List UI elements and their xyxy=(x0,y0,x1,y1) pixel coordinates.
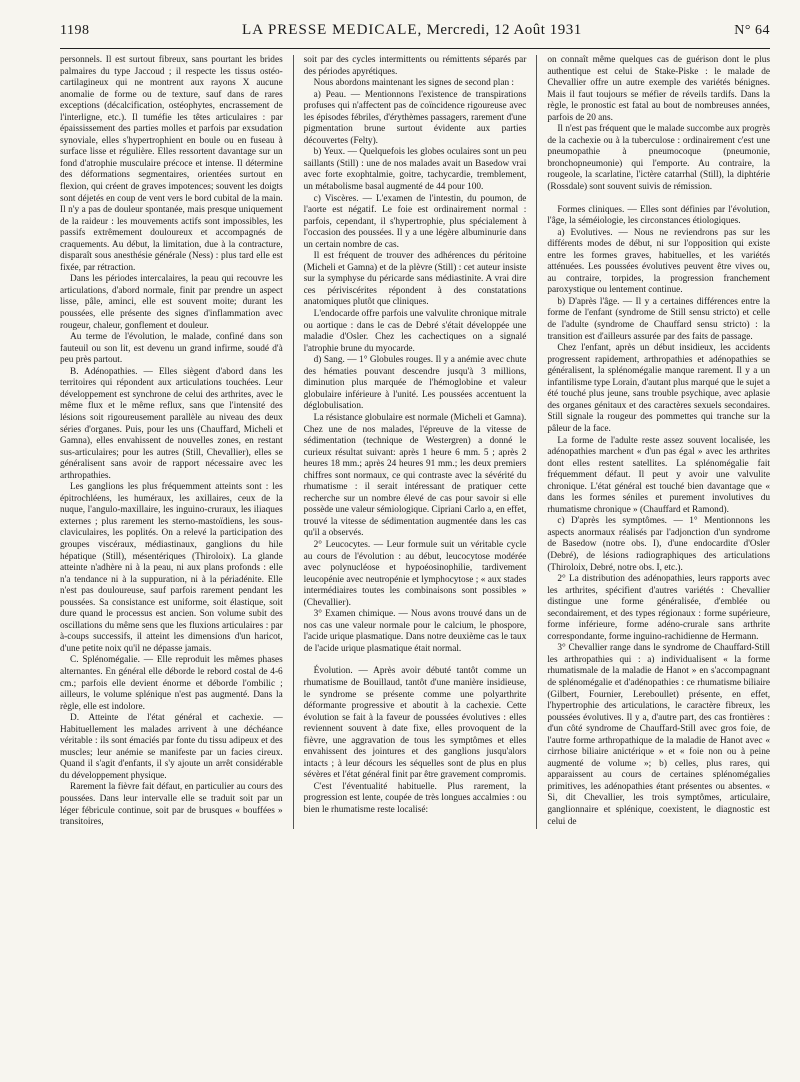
paragraph: Il n'est pas fréquent que le malade succombe aux progrès de la cachexie ou à la tuberculose : ordinairement c'est une pneumopathie à pneumocoque (pneumonie, bronchopneumonie) qui l'emporte. Au contraire, la rougeole, la scarlatine, l'ictère catarrhal (Still), la diphtérie (Rossdale) sont souvent suivis de rémission. xyxy=(547,124,771,193)
paragraph: B. Adénopathies. — Elles siègent d'abord dans les territoires qui répondent aux articulations touchées. Leur développement est synchrone de celui des arthrites, avec le même flux et le même reflux, sans que l'intensité des lésions soit rigoureusement parallèle au niveau des deux séries d'organes. Puis, pour les uns (Chauffard, Micheli et Gamna), elles envahissent de nouvelles zones, en restant sus-articulaires; pour les autres (Still, Chevallier), elles se généralisent sans avoir de rapport nécessaire avec les arthropathies. xyxy=(60,366,283,481)
paragraph: La résistance globulaire est normale (Micheli et Gamna). Chez une de nos malades, l'épreuve de la vitesse de sédimentation (technique de Westergren) a donné le curieux résultat suivant: après 1 heure 6 mm. 5 ; après 2 heures 18 mm.; après 24 heures 91 mm.; les deux premiers chiffres sont normaux, ce qui contraste avec la sévérité du rhumatisme : il serait intéressant de pratiquer cette recherche sur un nombre élevé de cas pour savoir si elle possède une valeur sémiologique. Cipriani Carlo a, en effet, trouvé la vitesse de sédimentation augmentée dans les cas qu'il a observés. xyxy=(303,412,527,539)
paragraph: 2° Leucocytes. — Leur formule suit un véritable cycle au cours de l'évolution : au début, leucocytose modérée avec polynucléose et hypoéosinophilie, tardivement leucopénie avec neutropénie et lymphocytose ; « aux stades intermédiaires toutes les combinaisons sont possibles » (Chevallier). xyxy=(303,539,527,608)
paragraph: on connaît même quelques cas de guérison dont le plus authentique est celui de Stake-Piske : le malade de Chevallier offre un autre exemple des variétés bénignes. Mais il faut toujours se méfier de réveils tardifs. Dans la règle, le pronostic est fatal au bout de nombreuses années, parfois de 20 ans. xyxy=(547,55,771,123)
issue-date: Mercredi, 12 Août 1931 xyxy=(426,22,582,38)
paragraph: Dans les périodes intercalaires, la peau qui recouvre les articulations, d'abord normale, finit par prendre un aspect lisse, pâle, aminci, elle est souvent moite; durant les poussées, elle présente des signes d'inflammation avec rougeur, chaleur, gonflement et douleur. xyxy=(60,274,283,331)
paragraph: personnels. Il est surtout fibreux, sans pourtant les brides palmaires du type Jaccoud ; il respecte les tissus ostéo-cartilagineux qui ne montrent aux rayons X aucune anomalie de forme ou de texture, sauf dans de rares exceptions (décalcification, ostéophytes, encrassement de l'interligne, etc.). Il tuméfie les têtes articulaires : par épaississement des parties molles et parfois par exsudation synoviale, elles s'hypertrophient en boule ou en fuseau à surface lisse et régulière. Elles ressortent davantage sur un fond d'atrophie musculaire précoce et intense. Il détermine des déformations segmentaires, orientées surtout en flexion, qui créent de graves impotences; souvent les doigts sont déjetés en coup de vent vers le bord cubital de la main. Il n'y a pas de douleur spontanée, mais presque uniquement de la raideur : les mouvements actifs sont impossibles, les passifs extrêmement douloureux et accompagnés de craquements. Au début, la limitation, due à la contracture, disparaît sous anesthésie générale (Ness) : plus tard elle est fixée, par rétraction. xyxy=(60,55,283,273)
paragraph: b) Yeux. — Quelquefois les globes oculaires sont un peu saillants (Still) : une de nos malades avait un Basedow vrai avec forte exophtalmie, goitre, tachycardie, tremblement, un métabolisme basal augmenté de 44 pour 100. xyxy=(303,147,527,193)
page-header xyxy=(60,22,770,49)
paragraph: b) D'après l'âge. — Il y a certaines différences entre la forme de l'enfant (syndrome de Still sensu stricto) et celle de l'adulte (syndrome de Chauffard sensu stricto) : la transition est d'ailleurs assurée par des faits de passage. xyxy=(547,296,771,342)
column-1 xyxy=(60,55,283,829)
article-body xyxy=(60,55,770,829)
paragraph: 3° Chevallier range dans le syndrome de Chauffard-Still les arthropathies qui : a) individualisent « la forme rhumatismale de la maladie de Hanot » en s'accompagnant de splénomégalie et d'adénopathies : ce rhumatisme biliaire (Gilbert, Fournier, Lereboullet) présente, en effet, l'hypertrophie des articulations, le caractère fibreux, les poussées évolutives. Il y a, d'autre part, des cas frontières : d'un côté syndrome de Chauffard-Still avec gros foie, de l'autre forme arthropathique de la maladie de Hanot avec « cirrhose biliaire anictérique » et « foie non ou à peine augmenté de volume »; b) celles, plus rares, qui apparaissent au cours de certaines splénomégalies primitives, les adénopathies étant présentes ou absentes. « Si, dit Chevallier, les trois symptômes, articulaire, ganglionnaire et splénique, coexistent, le diagnostic est celui de xyxy=(547,643,771,827)
column-rule xyxy=(536,55,537,829)
paragraph: Chez l'enfant, après un début insidieux, les accidents progressent rapidement, arthropathies et adénopathies se généralisent, la splénomégalie manque rarement. Il y a un infantilisme type Lorain, d'autant plus marqué que le sujet a été touché plus jeune, sans trouble psychique, avec aplasie des organes génitaux et des caractères sexuels secondaires. Still signale la rougeur des pommettes qui tranche sur la pâleur de la face. xyxy=(547,343,771,434)
paragraph: c) Viscères. — L'examen de l'intestin, du poumon, de l'aorte est négatif. Le foie est ordinairement normal : parfois, cependant, il s'hypertrophie, plus spécialement à l'occasion des poussées. Il y a une légère albuminurie dans un certain nombre de cas. xyxy=(303,193,527,250)
paragraph: a) Peau. — Mentionnons l'existence de transpirations profuses qui n'affectent pas de coïncidence rigoureuse avec les épisodes fébriles, d'érythèmes passagers, rarement d'une pigmentation brune surtout évidente aux parties découvertes (Felty). xyxy=(303,89,527,146)
column-3 xyxy=(547,55,770,829)
section-clinical-forms: Formes cliniques. — Elles sont définies par l'évolution, l'âge, la séméiologie, les circonstances étiologiques. xyxy=(547,204,771,227)
page-number: 1198 xyxy=(60,23,90,38)
paragraph: a) Evolutives. — Nous ne reviendrons pas sur les différents modes de début, ni sur l'opposition qui existe entre les formes graves, habituelles, et les variétés atténuées. Les poussées évolutives peuvent être vives ou, au contraire, torpides, la progression franchement paroxystique ou lentement continue. xyxy=(547,227,771,296)
paragraph: Il est fréquent de trouver des adhérences du péritoine (Micheli et Gamna) et de la plèvre (Still) : cet auteur insiste sur la symphyse du péricarde sans médiastinite. A vrai dire ces périviscérites répondent à des constatations anatomiques plutôt que cliniques. xyxy=(303,251,527,308)
paragraph: Rarement la fièvre fait défaut, en particulier au cours des poussées. Dans leur intervalle elle se traduit soit par un léger fébricule continue, soit par de brusques « bouffées » transitoires, xyxy=(60,782,283,828)
column-2 xyxy=(304,55,527,829)
paragraph: Les ganglions les plus fréquemment atteints sont : les épitrochléens, les huméraux, les axillaires, ceux de la nuque, l'angulo-maxillaire, les inguino-cruraux, les iliaques externes ; plus rarement les sterno-mastoïdiens, les sous-claviculaires, les poplités. On a relevé la participation des groupes viscéraux, médiastinaux, ganglions du hile hépatique (Still), mésentériques (Thiroloix). La glande atteinte n'adhère ni à la peau, ni aux plans profonds : elle n'a tendance ni à la suppuration, ni à la périadénite. Elle n'est pas douloureuse, sauf parfois rarement pendant les poussées. Sa consistance est uniforme, soit élastique, soit dure quand le processus est ancien. Son volume subit des oscillations du même sens que les fluxions articulaires : par à-coups successifs, il atteint les dimensions d'un haricot, d'une petite noix qu'il ne dépasse jamais. xyxy=(60,482,283,654)
paragraph: C'est l'éventualité habituelle. Plus rarement, la progression est lente, coupée de très longues accalmies : ou bien le rhumatisme reste localisé: xyxy=(303,781,527,815)
section-evolution: Évolution. — Après avoir débuté tantôt comme un rhumatisme de Bouillaud, tantôt d'une manière insidieuse, le syndrome se présente comme une polyarthrite déformante progressive et aboutit à la cachexie. Cette évolution se fait à la faveur de poussées évolutives : elles reviennent souvent à date fixe, elles provoquent de la fièvre, une aggravation de tous les symptômes et elles envahissent des jointures et des ganglions jusqu'alors intacts ; à leur décours les séquelles sont de plus en plus sévères et l'état général finit par être gravement compromis. xyxy=(303,666,527,781)
masthead xyxy=(242,22,582,39)
paragraph: La forme de l'adulte reste assez souvent localisée, les adénopathies marchent « d'un pas égal » avec les arthrites dont elles restent satellites. La splénomégalie fait fréquemment défaut. Il peut y avoir une valvulite chronique. L'état général est touché bien davantage que « dans les formes séniles et purement involutives du rhumatisme chronique » (Chauffard et Ramond). xyxy=(547,435,771,515)
paragraph: c) D'après les symptômes. — 1° Mentionnons les aspects anormaux réalisés par l'adjonction d'un syndrome de Basedow (notre obs. I), d'une endocardite d'Osler (Debré), de lésions radiographiques des articulations (Thiroloix, Debré, notre obs. I, etc.). xyxy=(547,516,771,573)
journal-name: LA PRESSE MEDICALE, xyxy=(242,22,423,38)
paragraph: Nous abordons maintenant les signes de second plan : xyxy=(313,78,515,89)
paragraph: L'endocarde offre parfois une valvulite chronique mitrale ou aortique : dans le cas de Debré s'était développée une maladie d'Osler. Chez les cachectiques on a signalé l'atrophie brune du myocarde. xyxy=(303,309,527,354)
paragraph: C. Splénomégalie. — Elle reproduit les mêmes phases alternantes. En général elle déborde le rebord costal de 4-6 cm.; parfois elle devient énorme et déborde l'ombilic ; ailleurs, le volume splénique n'est pas augmenté. Dans la règle, elle est indolore. xyxy=(60,655,283,712)
paragraph: 2° La distribution des adénopathies, leurs rapports avec les arthrites, spécifient d'autres variétés : Chevallier distingue une forme généralisée, d'emblée ou secondairement, et des types régionaux : forme supérieure, forme inférieure, forme adéno-crurale sans arthrite correspondante, forme inguino-rachidienne de Hermann. xyxy=(547,574,771,642)
paragraph: soit par des cycles intermittents ou rémittents séparés par des périodes apyrétiques. xyxy=(303,55,527,77)
issue-number: N° 64 xyxy=(734,23,770,38)
column-rule xyxy=(293,55,294,829)
paragraph: Au terme de l'évolution, le malade, confiné dans son fauteuil ou son lit, est devenu un grand infirme, soudé d'à peu près partout. xyxy=(60,332,283,366)
paragraph: 3° Examen chimique. — Nous avons trouvé dans un de nos cas une valeur normale pour le calcium, le phospore, l'acide urique plasmatique. Dans notre deuxième cas le taux de l'acide urique plasmatique était normal. xyxy=(303,609,527,654)
paragraph: D. Atteinte de l'état général et cachexie. — Habituellement les malades arrivent à une déchéance véritable : ils sont émaciés par fonte du tissu adipeux et des muscles; leur anémie se manifeste par un facies cireux. Quand il s'agit d'enfants, il s'y ajoute un arrêt considérable du développement physique. xyxy=(60,713,283,781)
paragraph: d) Sang. — 1° Globules rouges. Il y a anémie avec chute des hématies pouvant descendre jusqu'à 3 millions, diminution plus marquée de l'hémoglobine et valeur globulaire inférieure à l'unité. Les poussées accentuent la déglobulisation. xyxy=(303,355,527,412)
